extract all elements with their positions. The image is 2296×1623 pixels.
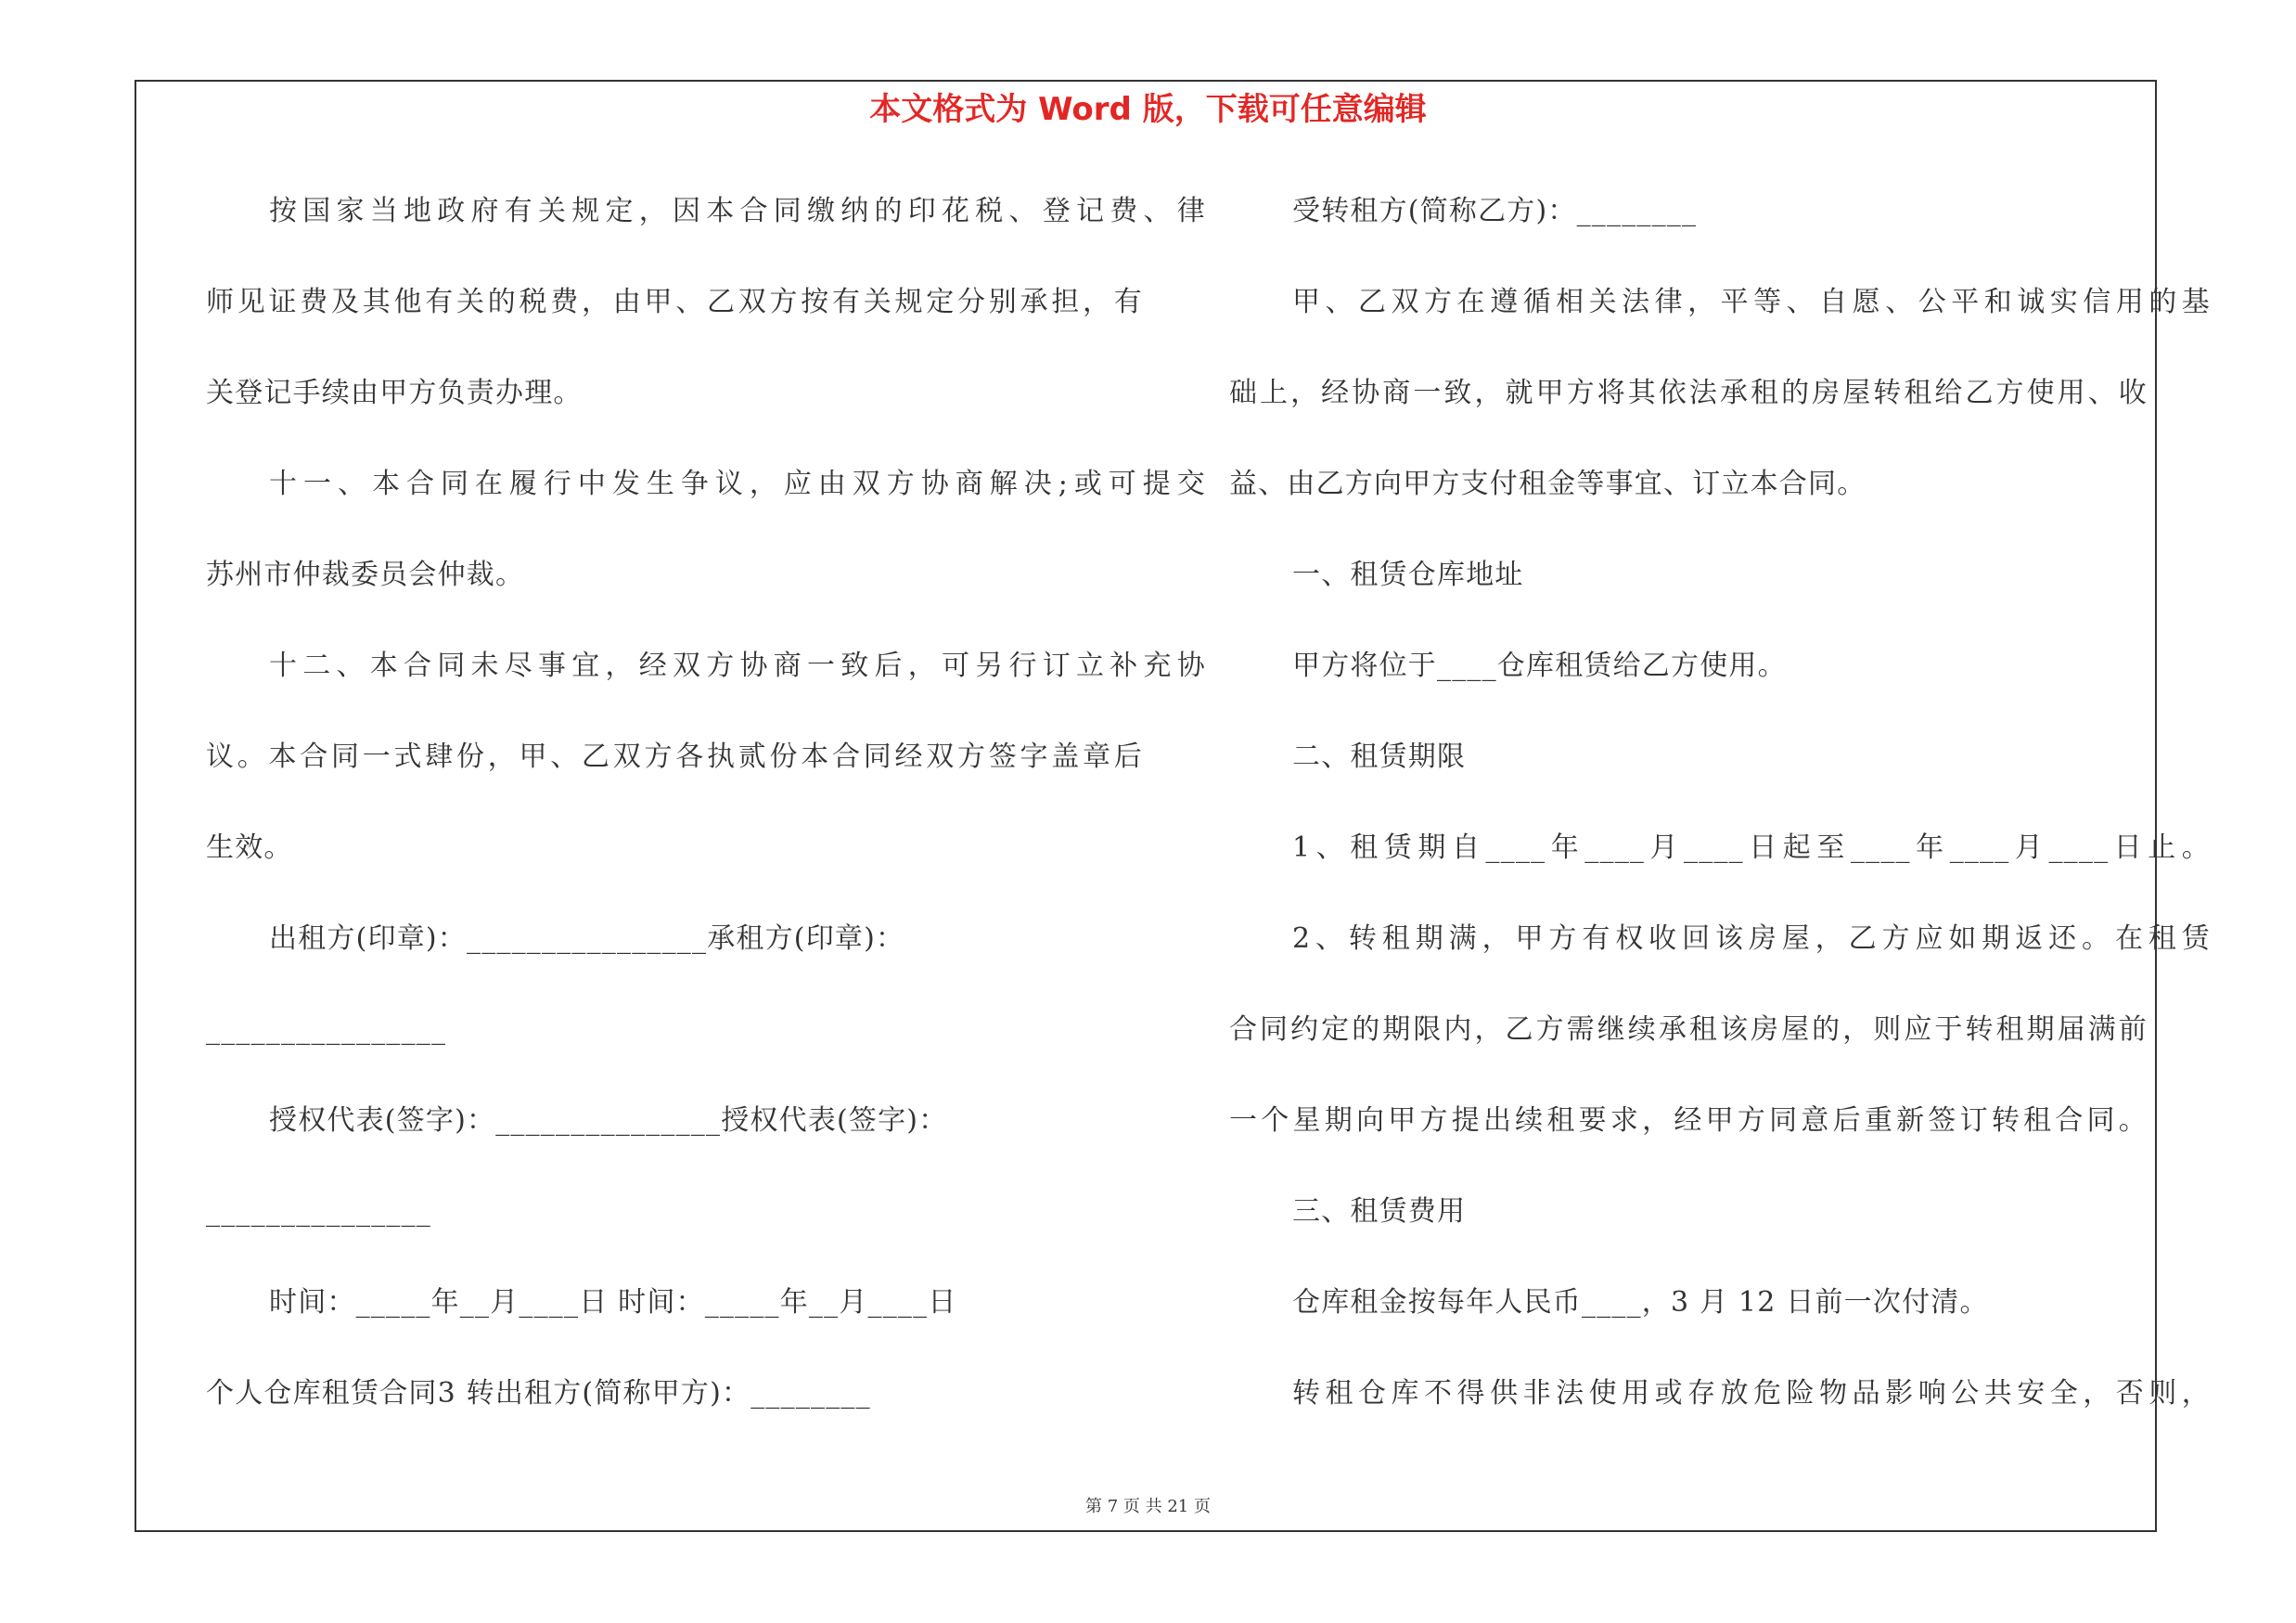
paragraph-line: 甲方将位于____仓库租赁给乙方使用。 [1292,650,1787,682]
paragraph-line: 生效。 [206,831,293,864]
paragraph-line: 益、由乙方向甲方支付租金等事宜、订立本合同。 [1229,468,1866,500]
paragraph-line: 受转租方(简称乙方)：________ [1292,195,1698,227]
signature-line: 授权代表(签字)：_______________授权代表(签字)： [269,1104,948,1137]
paragraph-line: 转租仓库不得供非法使用或存放危险物品影响公共安全，否则， [1292,1377,2211,1410]
paragraph-line: 合同约定的期限内，乙方需继续承租该房屋的，则应于转租期届满前 [1229,1013,2148,1046]
contract-title-line: 个人仓库租赁合同3 转出租方(简称甲方)：________ [206,1377,871,1410]
paragraph-line: 础上，经协商一致，就甲方将其依法承租的房屋转租给乙方使用、收 [1229,377,2148,409]
paragraph-line: 议。本合同一式肆份，甲、乙双方各执贰份本合同经双方签字盖章后 [206,741,1143,773]
paragraph-line: 关登记手续由甲方负责办理。 [206,377,583,409]
paragraph-line: 仓库租金按每年人民币____，3 月 12 日前一次付清。 [1292,1286,1989,1319]
signature-blank: ________________ [206,1013,447,1046]
format-banner: 本文格式为 Word 版，下载可任意编辑 [869,91,1427,128]
page-number: 第 7 页 共 21 页 [1085,1497,1211,1516]
section-heading: 三、租赁费用 [1292,1195,1467,1228]
paragraph-line: 甲、乙双方在遵循相关法律，平等、自愿、公平和诚实信用的基 [1292,286,2211,318]
paragraph-line: 师见证费及其他有关的税费，由甲、乙双方按有关规定分别承担，有 [206,286,1143,318]
signature-blank: _______________ [206,1195,431,1228]
paragraph-line: 一个星期向甲方提出续租要求，经甲方同意后重新签订转租合同。 [1229,1104,2148,1137]
date-line: 时间：_____年__月____日 时间：_____年__月____日 [269,1286,957,1319]
paragraph-line: 十二、本合同未尽事宜，经双方协商一致后，可另行订立补充协 [269,650,1206,682]
paragraph-line: 苏州市仲裁委员会仲裁。 [206,559,525,591]
section-heading: 一、租赁仓库地址 [1292,559,1524,591]
signature-line: 出租方(印章)：________________承租方(印章)： [269,922,905,955]
paragraph-line: 1、租赁期自____年____月____日起至____年____月____日止。 [1292,831,2211,864]
section-heading: 二、租赁期限 [1292,741,1467,773]
paragraph-line: 按国家当地政府有关规定，因本合同缴纳的印花税、登记费、律 [269,195,1206,227]
paragraph-line: 十一、本合同在履行中发生争议，应由双方协商解决;或可提交 [269,468,1206,500]
paragraph-line: 2、转租期满，甲方有权收回该房屋，乙方应如期返还。在租赁 [1292,922,2211,955]
